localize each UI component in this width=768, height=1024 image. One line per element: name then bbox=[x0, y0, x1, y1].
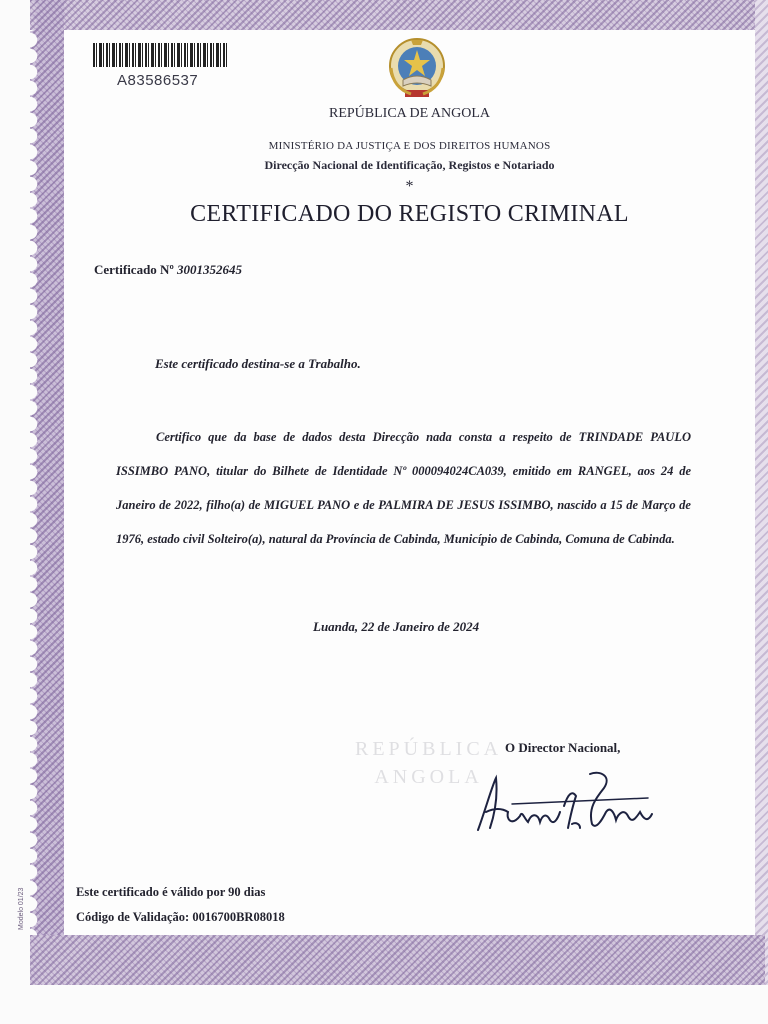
handwritten-signature bbox=[472, 768, 657, 840]
signatory-title: O Director Nacional, bbox=[505, 740, 621, 755]
validation-code: 0016700BR08018 bbox=[192, 910, 285, 924]
heading-separator: * bbox=[405, 178, 414, 195]
certificate-number-line bbox=[94, 262, 242, 278]
validation-code-line bbox=[76, 910, 285, 925]
angola-coat-of-arms-icon bbox=[385, 36, 449, 102]
form-model-code: Modelo 01/23 bbox=[18, 887, 25, 930]
serial-number: A83586537 bbox=[117, 72, 199, 89]
barcode-icon bbox=[93, 43, 227, 67]
ministry-heading: MINISTÉRIO DA JUSTIÇA E DOS DIREITOS HUMANOS bbox=[268, 140, 551, 152]
validity-notice: Este certificado é válido por 90 dias bbox=[76, 885, 266, 899]
certificate-purpose: Este certificado destina-se a Trabalho. bbox=[155, 356, 361, 371]
certificate-number-label: Certificado Nº bbox=[94, 262, 174, 277]
guilloche-border-right bbox=[755, 0, 768, 985]
validation-code-label: Código de Validação: bbox=[76, 910, 190, 924]
republic-heading: REPÚBLICA DE ANGOLA bbox=[328, 106, 490, 121]
guilloche-border-top bbox=[30, 0, 765, 30]
document-title: CERTIFICADO DO REGISTO CRIMINAL bbox=[190, 201, 629, 227]
place-and-date: Luanda, 22 de Janeiro de 2024 bbox=[313, 619, 480, 634]
guilloche-border-left bbox=[30, 0, 64, 985]
guilloche-border-bottom bbox=[30, 935, 765, 985]
watermark-line-2: ANGOLA bbox=[374, 766, 483, 788]
certificate-body: Certifico que da base de dados desta Direcção nada consta a respeito de TRINDADE PAULO ISSIMBO PANO, titular do Bilhete de Identidade Nº 000094024CA039, emitido em RANGEL, aos 24 de Janeiro de 2022, filho(a) de MIGUEL PANO e de PALMIRA DE JESUS ISSIMBO, nascido a 15 de Março de 1976, estado civil Solteiro(a), natural da Província de Cabinda, Município de Cabinda, Comuna de Cabinda. bbox=[116, 430, 691, 546]
watermark-line-1: REPÚBLICA bbox=[355, 738, 503, 760]
direction-heading: Direcção Nacional de Identificação, Registos e Notariado bbox=[264, 158, 555, 172]
certificate-number: 3001352645 bbox=[177, 262, 242, 277]
